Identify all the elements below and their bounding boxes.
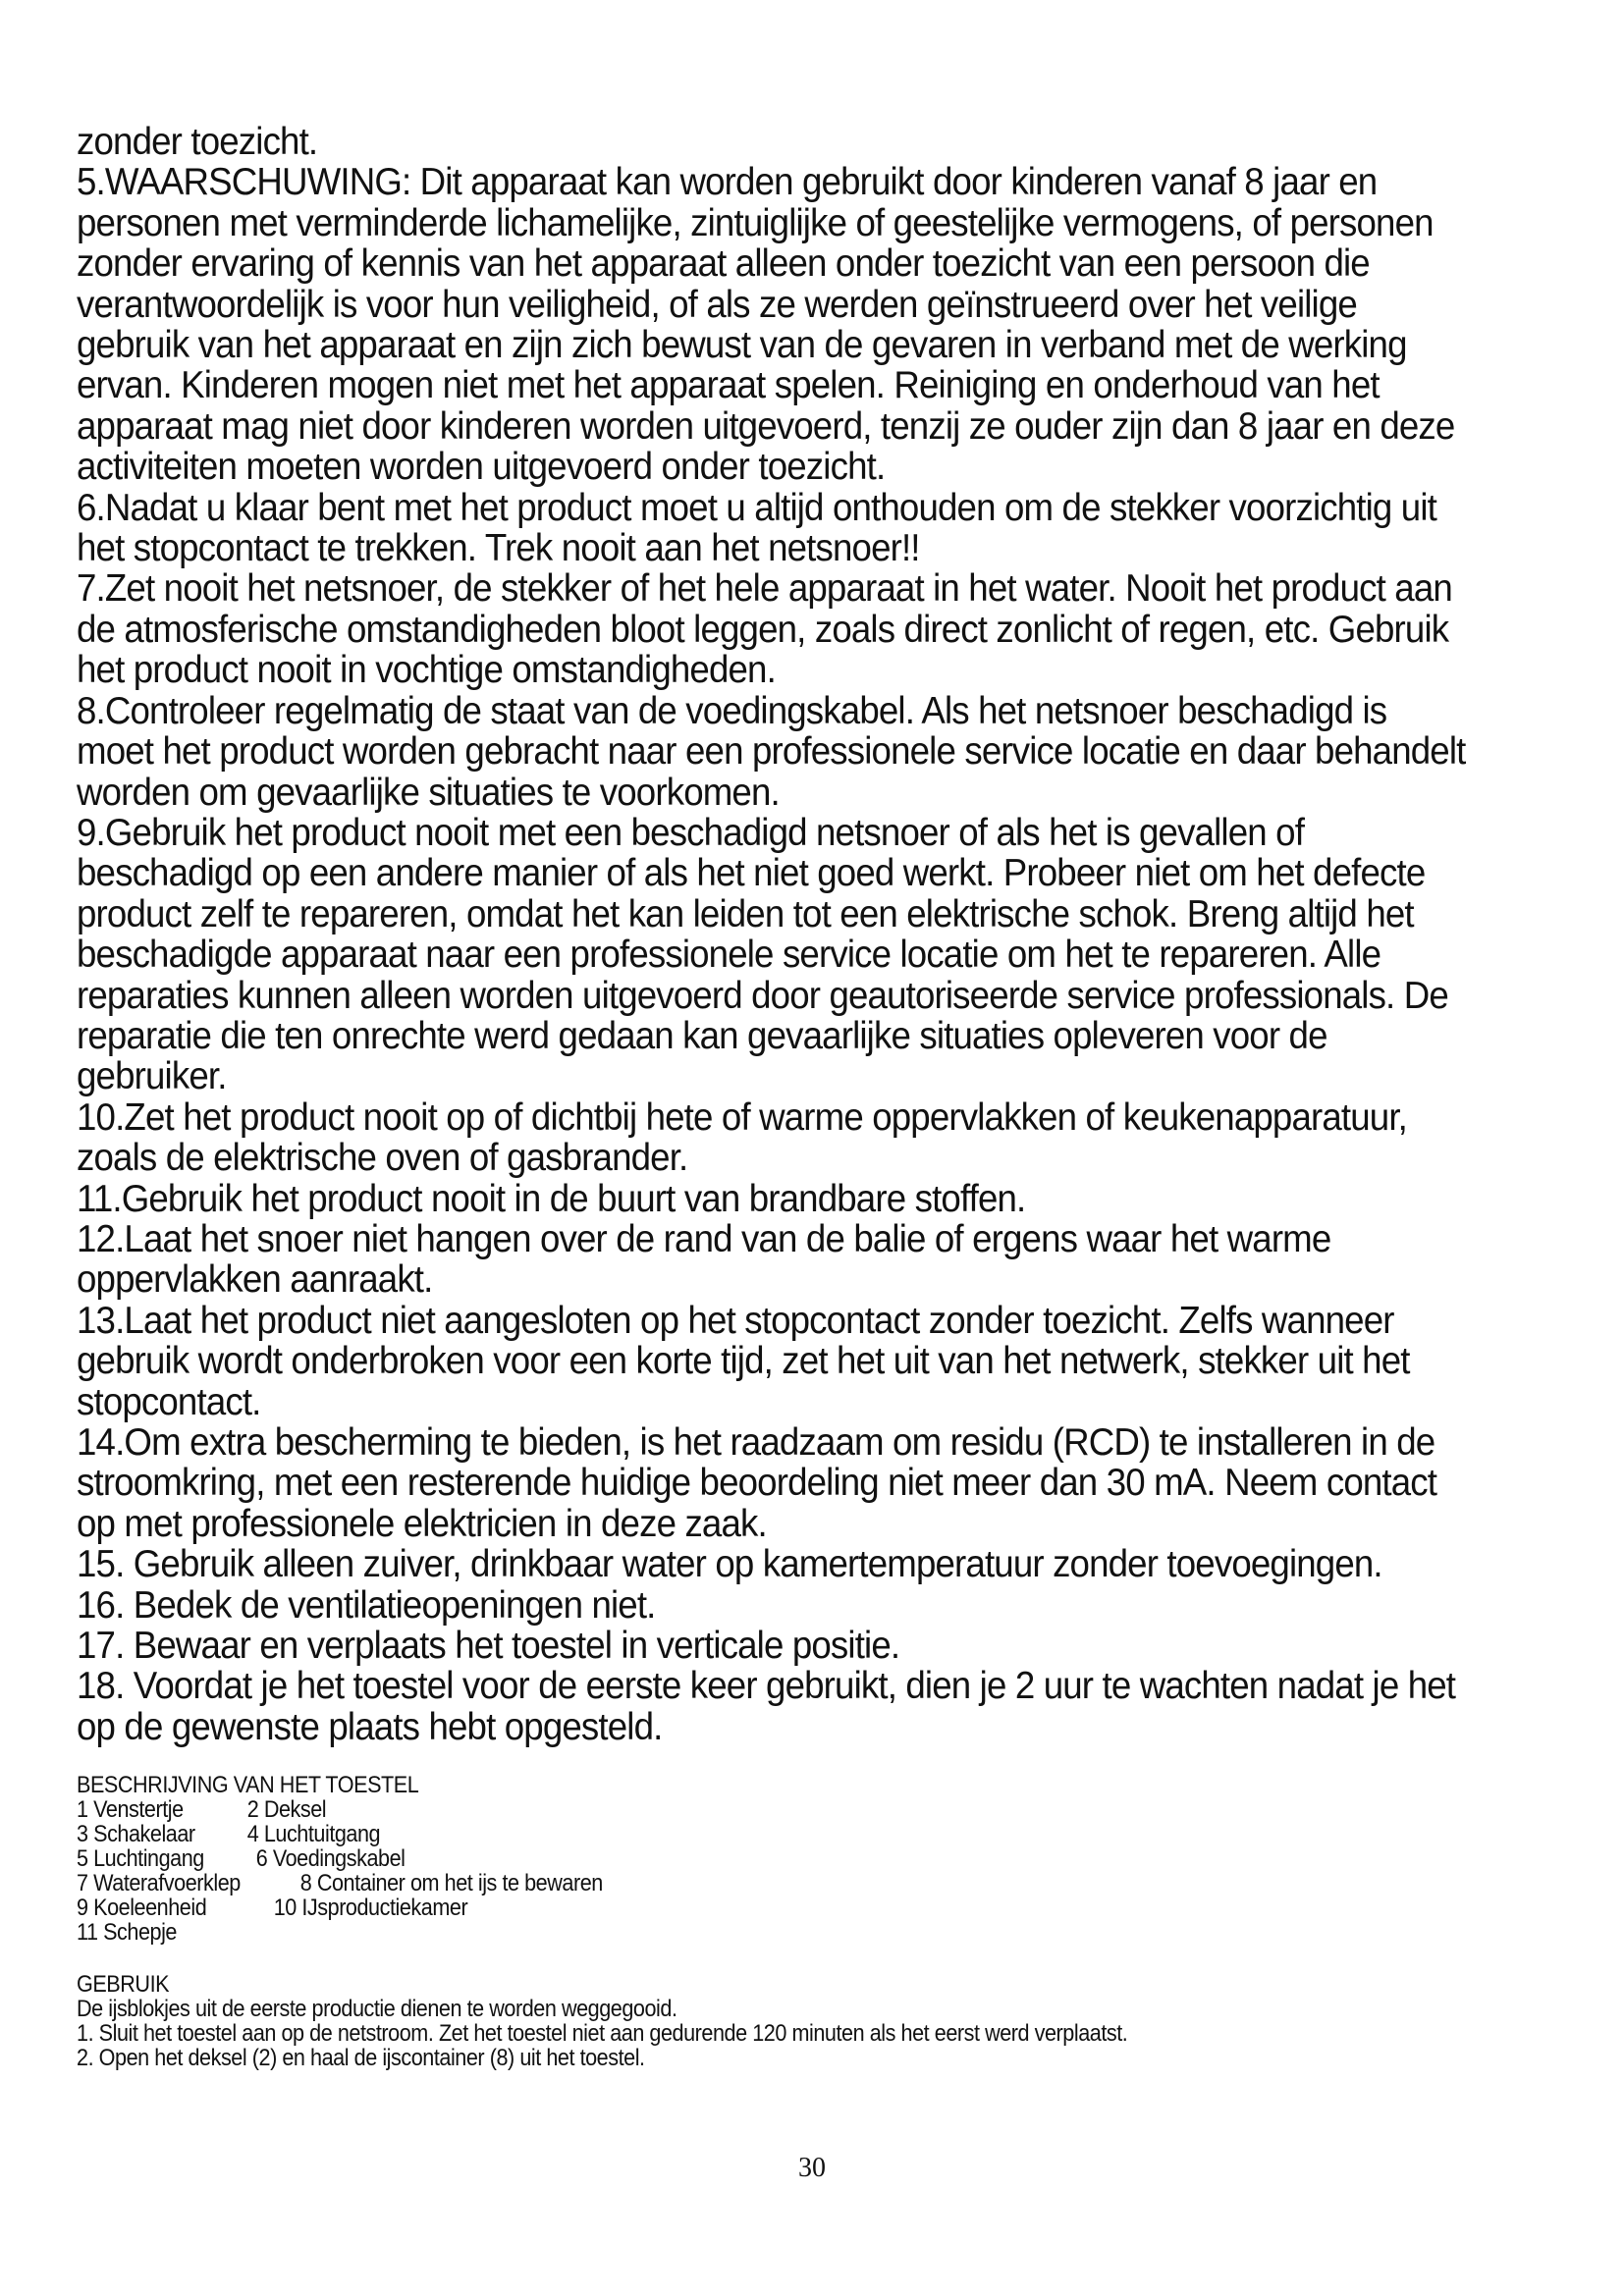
text-line: zonder ervaring of kennis van het apparaat alleen onder toezicht van een persoon die: [77, 242, 1370, 286]
text-line: zoals de elektrische oven of gasbrander.: [77, 1137, 688, 1180]
usage-title: GEBRUIK: [77, 1971, 170, 1999]
text-line: 15. Gebruik alleen zuiver, drinkbaar water op kamertemperatuur zonder toevoegingen.: [77, 1543, 1382, 1586]
text-line: 10.Zet het product nooit op of dichtbij hete of warme oppervlakken of keukenapparatuur,: [77, 1095, 1408, 1139]
part-label: 10 IJsproductiekamer: [273, 1895, 468, 1922]
usage-line: 2. Open het deksel (2) en haal de ijscontainer (8) uit het toestel.: [77, 2045, 645, 2072]
part-label: 5 Luchtingang: [77, 1845, 204, 1873]
text-line: apparaat mag niet door kinderen worden uitgevoerd, tenzij ze ouder zijn dan 8 jaar en deze: [77, 404, 1455, 448]
text-line: moet het product worden gebracht naar een professionele service locatie en daar behandelt: [77, 730, 1466, 774]
text-line: personen met verminderde lichamelijke, zintuiglijke of geestelijke vermogens, of personen: [77, 201, 1434, 244]
text-line: reparaties kunnen alleen worden uitgevoerd door geautoriseerde service professionals. De: [77, 974, 1448, 1017]
text-line: het product nooit in vochtige omstandigheden.: [77, 649, 776, 692]
text-line: activiteiten moeten worden uitgevoerd onder toezicht.: [77, 446, 886, 489]
description-row: [77, 1846, 1402, 1871]
part-label: 11 Schepje: [77, 1919, 177, 1947]
part-label: 7 Waterafvoerklep: [77, 1870, 241, 1897]
part-label: 2 Deksel: [246, 1796, 327, 1824]
usage-line: 1. Sluit het toestel aan op de netstroom. Zet het toestel niet aan gedurende 120 minuten als het eerst werd verplaatst.: [77, 2020, 1128, 2048]
text-line: 18. Voordat je het toestel voor de eerste keer gebruikt, dien je 2 uur te wachten nadat je het: [77, 1665, 1456, 1708]
text-line: 7.Zet nooit het netsnoer, de stekker of het hele apparaat in het water. Nooit het product aan: [77, 567, 1452, 611]
device-description: [77, 1773, 1402, 1945]
usage-line: De ijsblokjes uit de eerste productie dienen te worden weggegooid.: [77, 1996, 677, 2023]
text-line: 16. Bedek de ventilatieopeningen niet.: [77, 1583, 656, 1627]
text-line: beschadigde apparaat naar een professionele service locatie om het te repareren. Alle: [77, 934, 1381, 977]
text-line: op de gewenste plaats hebt opgesteld.: [77, 1705, 663, 1748]
text-line: gebruik van het apparaat en zijn zich bewust van de gevaren in verband met de werking: [77, 324, 1407, 367]
text-line: 6.Nadat u klaar bent met het product moet u altijd onthouden om de stekker voorzichtig uit: [77, 486, 1436, 529]
text-line: 5.WAARSCHUWING: Dit apparaat kan worden gebruikt door kinderen vanaf 8 jaar en: [77, 161, 1378, 204]
text-line: beschadigd op een andere manier of als het niet goed werkt. Probeer niet om het defecte: [77, 852, 1426, 895]
description-title: BESCHRIJVING VAN HET TOESTEL: [77, 1772, 419, 1799]
text-line: 11.Gebruik het product nooit in de buurt van brandbare stoffen.: [77, 1177, 1026, 1220]
part-label: 4 Luchtuitgang: [246, 1821, 381, 1848]
safety-instructions: [77, 122, 1549, 1747]
part-label: 3 Schakelaar: [77, 1821, 195, 1848]
usage-section: [77, 1972, 1402, 2070]
description-row: [77, 1871, 1402, 1896]
description-row: [77, 1822, 1402, 1846]
text-line: 9.Gebruik het product nooit met een beschadigd netsnoer of als het is gevallen of: [77, 811, 1305, 854]
text-line: ervan. Kinderen mogen niet met het apparaat spelen. Reiniging en onderhoud van het: [77, 364, 1380, 407]
manual-page: [77, 122, 1549, 2070]
description-row: [77, 1920, 1402, 1945]
text-line: het stopcontact te trekken. Trek nooit aan het netsnoer!!: [77, 527, 920, 570]
page-number: 30: [798, 2153, 826, 2183]
text-line: 12.Laat het snoer niet hangen over de rand van de balie of ergens waar het warme: [77, 1217, 1331, 1260]
text-line: 8.Controleer regelmatig de staat van de voedingskabel. Als het netsnoer beschadigd is: [77, 689, 1387, 732]
text-line: product zelf te repareren, omdat het kan leiden tot een elektrische schok. Breng altijd het: [77, 892, 1414, 935]
description-row: [77, 1896, 1402, 1920]
text-line: worden om gevaarlijke situaties te voorkomen.: [77, 771, 780, 814]
text-line: verantwoordelijk is voor hun veiligheid, of als ze werden geïnstrueerd over het veilige: [77, 283, 1357, 326]
text-line: oppervlakken aanraakt.: [77, 1258, 433, 1302]
text-line: 17. Bewaar en verplaats het toestel in verticale positie.: [77, 1625, 900, 1668]
text-line: op met professionele elektricien in deze zaak.: [77, 1502, 767, 1545]
text-line: zonder toezicht.: [77, 121, 318, 163]
text-line: stroomkring, met een resterende huidige beoordeling niet meer dan 30 mA. Neem contact: [77, 1462, 1437, 1505]
part-label: 8 Container om het ijs te bewaren: [299, 1870, 603, 1897]
part-label: 9 Koeleenheid: [77, 1895, 207, 1922]
text-line: de atmosferische omstandigheden bloot leggen, zoals direct zonlicht of regen, etc. Gebruik: [77, 608, 1449, 651]
part-label: 1 Venstertje: [77, 1796, 184, 1824]
description-row: [77, 1797, 1402, 1822]
text-line: reparatie die ten onrechte werd gedaan kan gevaarlijke situaties opleveren voor de: [77, 1014, 1327, 1057]
part-label: 6 Voedingskabel: [255, 1845, 406, 1873]
text-line: gebruiker.: [77, 1055, 227, 1098]
text-line: stopcontact.: [77, 1380, 261, 1423]
text-line: 13.Laat het product niet aangesloten op het stopcontact zonder toezicht. Zelfs wanneer: [77, 1299, 1394, 1342]
text-line: 14.Om extra bescherming te bieden, is het raadzaam om residu (RCD) te installeren in de: [77, 1421, 1435, 1464]
text-line: gebruik wordt onderbroken voor een korte tijd, zet het uit van het netwerk, stekker uit het: [77, 1340, 1410, 1383]
